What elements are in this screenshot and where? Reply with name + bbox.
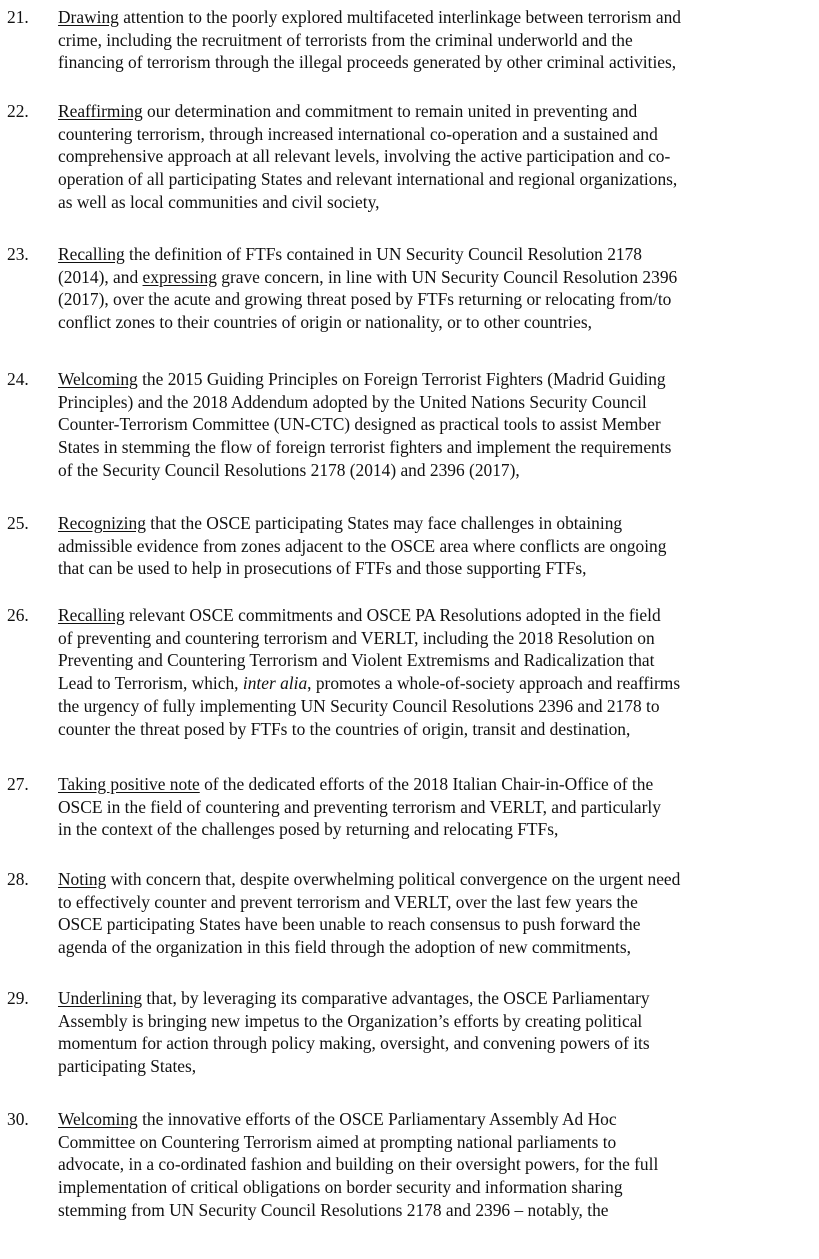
text-line — [58, 311, 812, 334]
text-run: advocate, in a co-ordinated fashion and building on their oversight powers, for the full — [58, 1154, 659, 1175]
paragraph-text — [58, 868, 812, 959]
text-run: countering terrorism, through increased international co-operation and a sustained and — [58, 123, 658, 144]
underlined-lead-phrase: Welcoming — [58, 369, 138, 389]
underlined-lead-phrase: Recalling — [58, 244, 125, 264]
underlined-lead-phrase: Recalling — [58, 605, 125, 625]
text-line — [58, 1108, 812, 1131]
paragraph-number: 24. — [7, 369, 29, 389]
text-run: Committee on Countering Terrorism aimed at prompting national parliaments to — [58, 1131, 617, 1152]
text-run: (2014), and — [58, 266, 143, 287]
text-run: our determination and commitment to remain united in preventing and — [142, 101, 638, 121]
paragraph-text — [58, 773, 812, 841]
text-run: grave concern, in line with UN Security Council Resolution 2396 — [216, 266, 678, 287]
paragraph-number: 25. — [7, 513, 29, 533]
paragraph-number: 27. — [7, 774, 29, 794]
paragraph-text — [58, 512, 812, 580]
text-run: the urgency of fully implementing UN Security Council Resolutions 2396 and 2178 to — [58, 695, 660, 716]
text-run: Principles) and the 2018 Addendum adopted by the United Nations Security Council — [58, 391, 647, 412]
text-line — [58, 818, 812, 841]
underlined-lead-phrase: expressing — [142, 266, 217, 287]
text-line — [58, 191, 812, 214]
text-run: counter the threat posed by FTFs to the countries of origin, transit and destination, — [58, 718, 631, 739]
text-run: , promotes a whole-of-society approach and reaffirms — [307, 673, 681, 694]
text-line — [58, 1032, 812, 1055]
text-run: of preventing and countering terrorism and VERLT, including the 2018 Resolution on — [58, 627, 655, 648]
italic-phrase: inter alia — [242, 673, 308, 694]
text-run: operation of all participating States and relevant international and regional organizations, — [58, 169, 678, 190]
paragraph-text — [58, 987, 812, 1078]
text-line — [58, 987, 812, 1010]
text-run: that the OSCE participating States may face challenges in obtaining — [145, 513, 623, 533]
paragraph-text — [58, 368, 812, 482]
text-run: Assembly is bringing new impetus to the Organization’s efforts by creating political — [58, 1010, 643, 1031]
text-run: (2017), over the acute and growing threat posed by FTFs returning or relocating from/to — [58, 289, 672, 310]
paragraph-text — [58, 1108, 812, 1222]
text-run: Preventing and Countering Terrorism and Violent Extremisms and Radicalization that — [58, 650, 655, 671]
underlined-lead-phrase: Recognizing — [58, 513, 146, 533]
text-line — [58, 391, 812, 414]
text-line — [58, 1153, 812, 1176]
text-line — [58, 868, 812, 891]
text-run: conflict zones to their countries of origin or nationality, or to other countries, — [58, 312, 592, 333]
text-line — [58, 29, 812, 52]
text-line — [58, 1131, 812, 1154]
text-line — [58, 512, 812, 535]
text-line — [58, 123, 812, 146]
text-line — [58, 936, 812, 959]
text-line — [58, 1010, 812, 1033]
text-run: States in stemming the flow of foreign terrorist fighters and implement the requirements — [58, 437, 672, 458]
underlined-lead-phrase: Welcoming — [58, 1109, 138, 1129]
text-run: financing of terrorism through the illegal proceeds generated by other criminal activities, — [58, 52, 677, 73]
text-line — [58, 243, 812, 266]
text-run: momentum for action through policy making, oversight, and convening powers of its — [58, 1033, 650, 1054]
text-run: of the Security Council Resolutions 2178 (2014) and 2396 (2017), — [58, 459, 520, 480]
text-run: crime, including the recruitment of terrorists from the criminal underworld and the — [58, 29, 633, 50]
text-run: that can be used to help in prosecutions of FTFs and those supporting FTFs, — [58, 558, 587, 579]
paragraph-number: 30. — [7, 1109, 29, 1129]
text-run: that, by leveraging its comparative advantages, the OSCE Parliamentary — [142, 988, 650, 1008]
text-line — [58, 168, 812, 191]
text-run: to effectively counter and prevent terrorism and VERLT, over the last few years the — [58, 891, 638, 912]
underlined-lead-phrase: Noting — [58, 869, 107, 889]
underlined-lead-phrase: Drawing — [58, 7, 119, 27]
text-line — [58, 913, 812, 936]
paragraph-number: 28. — [7, 869, 29, 889]
text-run: the innovative efforts of the OSCE Parliamentary Assembly Ad Hoc — [137, 1109, 617, 1129]
text-run: agenda of the organization in this field through the adoption of new commitments, — [58, 937, 631, 958]
paragraph-text — [58, 243, 812, 334]
paragraph-text — [58, 100, 812, 214]
text-run: Counter-Terrorism Committee (UN-CTC) designed as practical tools to assist Member — [58, 414, 661, 435]
text-run: the definition of FTFs contained in UN Security Council Resolution 2178 — [124, 244, 642, 264]
text-line — [58, 604, 812, 627]
text-run: in the context of the challenges posed by returning and relocating FTFs, — [58, 819, 559, 840]
paragraph-number: 23. — [7, 244, 29, 264]
text-line — [58, 51, 812, 74]
text-line — [58, 672, 812, 695]
text-run: of the dedicated efforts of the 2018 Italian Chair-in-Office of the — [199, 774, 654, 794]
text-run: the 2015 Guiding Principles on Foreign Terrorist Fighters (Madrid Guiding — [137, 369, 666, 389]
text-run: attention to the poorly explored multifaceted interlinkage between terrorism and — [118, 7, 681, 27]
text-run: stemming from UN Security Council Resolutions 2178 and 2396 – notably, the — [58, 1199, 609, 1220]
text-line — [58, 266, 812, 289]
text-line — [58, 535, 812, 558]
paragraph-number: 22. — [7, 101, 29, 121]
paragraph-text — [58, 6, 812, 74]
text-line — [58, 891, 812, 914]
paragraph-text — [58, 604, 812, 740]
text-run: relevant OSCE commitments and OSCE PA Resolutions adopted in the field — [124, 605, 661, 625]
text-line — [58, 6, 812, 29]
text-line — [58, 436, 812, 459]
underlined-lead-phrase: Underlining — [58, 988, 143, 1008]
text-run: implementation of critical obligations on border security and information sharing — [58, 1177, 623, 1198]
text-run: as well as local communities and civil society, — [58, 191, 380, 212]
text-line — [58, 1199, 812, 1222]
underlined-lead-phrase: Reaffirming — [58, 101, 143, 121]
text-line — [58, 100, 812, 123]
text-line — [58, 557, 812, 580]
underlined-lead-phrase: Taking positive note — [58, 774, 200, 794]
text-line — [58, 145, 812, 168]
text-line — [58, 718, 812, 741]
text-line — [58, 649, 812, 672]
text-run: admissible evidence from zones adjacent to the OSCE area where conflicts are ongoing — [58, 535, 667, 556]
text-line — [58, 627, 812, 650]
text-run: comprehensive approach at all relevant levels, involving the active participation and co- — [58, 146, 671, 167]
text-line — [58, 1055, 812, 1078]
text-run: OSCE in the field of countering and preventing terrorism and VERLT, and particularly — [58, 796, 661, 817]
text-line — [58, 459, 812, 482]
paragraph-number: 26. — [7, 605, 29, 625]
paragraph-number: 21. — [7, 7, 29, 27]
text-line — [58, 288, 812, 311]
text-line — [58, 695, 812, 718]
text-line — [58, 413, 812, 436]
text-run: Lead to Terrorism, which, — [58, 673, 243, 694]
text-run: participating States, — [58, 1056, 197, 1077]
text-line — [58, 796, 812, 819]
text-run: with concern that, despite overwhelming political convergence on the urgent need — [106, 869, 681, 889]
paragraph-number: 29. — [7, 988, 29, 1008]
text-line — [58, 1176, 812, 1199]
text-run: OSCE participating States have been unable to reach consensus to push forward the — [58, 914, 641, 935]
text-line — [58, 368, 812, 391]
text-line — [58, 773, 812, 796]
